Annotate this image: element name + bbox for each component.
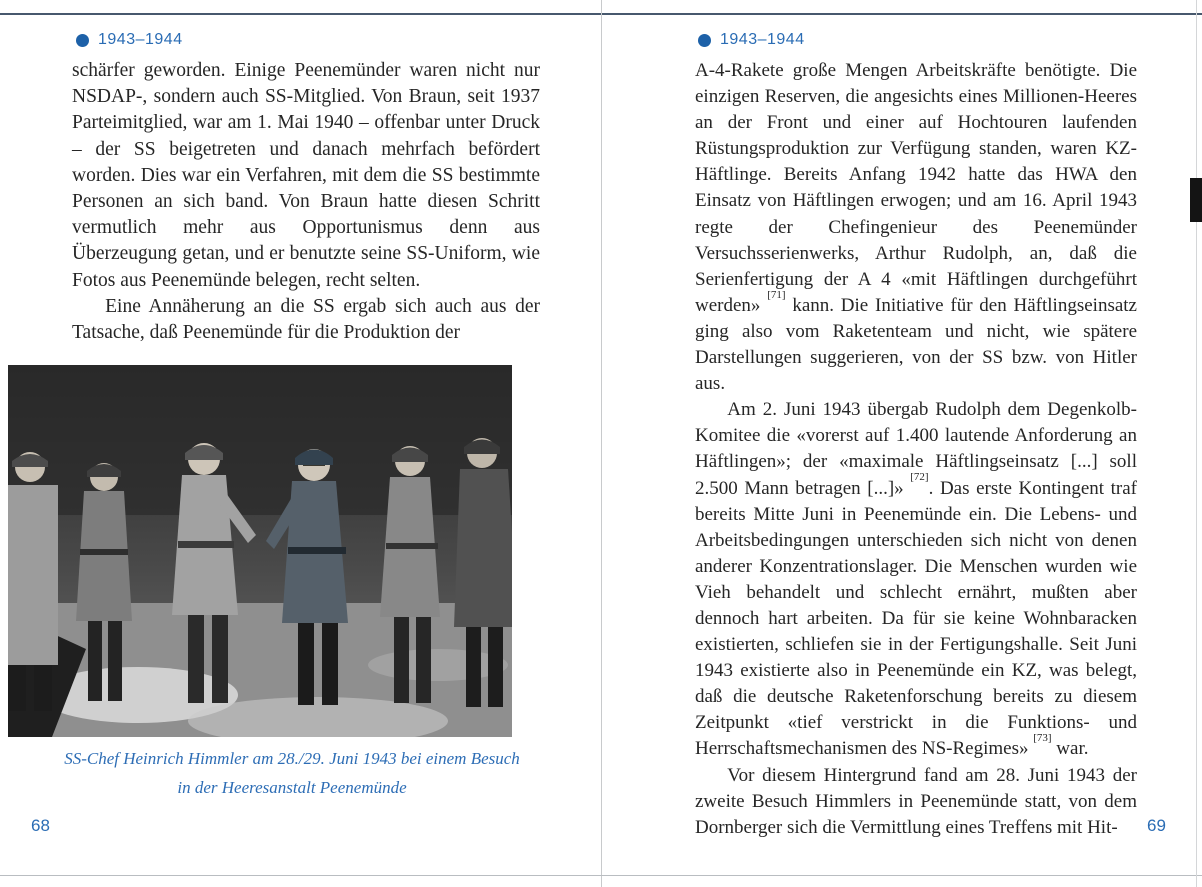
photo-caption-line2: in der Heeresanstalt Peenemünde — [177, 778, 407, 797]
body-text-left — [72, 58, 540, 346]
photo-caption — [62, 744, 522, 802]
paragraph: schärfer geworden. Einige Peenemünder waren nicht nur NSDAP-, sondern auch SS-Mitglied. Von Braun, seit 1937 Parteimitglied, war am 1. Mai 1940 – offenbar unter Druck – der SS beigetreten und danach mehrfach befördert worden. Dies war ein Verfahren, mit dem die SS bestimmte Personen an sich band. Von Braun hatte diesen Schritt vermutlich mehr aus Opportunismus denn aus Überzeugung getan, und er benutzte seine SS-Uniform, wie Fotos aus Peenemünde belegen, recht selten. — [72, 60, 540, 291]
photo-himmler-visit — [8, 365, 512, 737]
chapter-bullet-icon — [698, 34, 711, 47]
chapter-bullet-icon — [76, 34, 89, 47]
footnote-marker: [72] — [910, 471, 929, 484]
chapter-header-label: 1943–1944 — [720, 31, 805, 48]
page-right-edge-rule — [1196, 0, 1197, 887]
photo-caption-line1: SS-Chef Heinrich Himmler am 28./29. Juni 1943 bei einem Besuch — [64, 749, 520, 768]
paragraph: Am 2. Juni 1943 übergab Rudolph dem Degenkolb-Komitee die «vorerst auf 1.400 lautende Anforderung an Häftlingen»; der «maximale Häftlingseinsatz [...] soll 2.500 Mann betragen [...]» [72]. Das erste Kontingent traf bereits Mitte Juni in Peenemünde ein. Die Lebens- und Arbeitsbedingungen unterschieden sich nicht von denen anderer Konzentrationslager. Die Menschen wurden wie Vieh behandelt und schlecht ernährt, mußten aber dennoch hart arbeiten. Da für sie keine Wohnbaracken existierten, schliefen sie in der Fertigungshalle. Seit Juni 1943 existierte also in Peenemünde ein KZ, was belegt, daß die deutsche Raketenforschung bereits zu diesem Zeitpunkt «tief verstrickt in die Funktions- und Herrschaftsmechanismen des NS-Regimes» [73] war. — [695, 399, 1137, 760]
chapter-header-label: 1943–1944 — [98, 31, 183, 48]
page-number-left: 68 — [31, 816, 50, 835]
paragraph: A-4-Rakete große Mengen Arbeitskräfte benötigte. Die einzigen Reserven, die angesichts eines Millionen-Heeres an der Front und einer auf Hochtouren laufenden Rüstungsproduktion zur Verfügung standen, waren KZ-Häftlinge. Bereits Anfang 1942 hatte das HWA den Einsatz von Häftlingen erwogen; und am 16. April 1943 regte der Chefingenieur des Peenemünder Versuchsserienwerks, Arthur Rudolph, an, daß die Serienfertigung der A 4 «mit Häftlingen durchgeführt werden» [71] kann. Die Initiative für den Häftlingseinsatz ging also vom Raketenteam und nicht, wie spätere Darstellungen suggerieren, von der SS bzw. von Hitler aus. — [695, 60, 1137, 395]
footnote-marker: [71] — [767, 288, 786, 301]
paragraph: Eine Annäherung an die SS ergab sich auch aus der Tatsache, daß Peenemünde für die Produktion der — [72, 295, 540, 344]
page-bottom-rule — [0, 875, 1202, 876]
chapter-header-right — [698, 31, 805, 49]
body-text-right — [695, 58, 1137, 841]
page-number-right: 69 — [1147, 816, 1166, 835]
footnote-marker: [73] — [1033, 732, 1052, 745]
chapter-header-left — [76, 31, 183, 49]
page-edge-ink-tab — [1190, 178, 1202, 222]
page-gutter-rule — [601, 0, 602, 887]
paragraph: Vor diesem Hintergrund fand am 28. Juni 1943 der zweite Besuch Himmlers in Peenemünde statt, von dem Dornberger sich die Vermittlung eines Treffens mit Hit- — [695, 764, 1137, 838]
